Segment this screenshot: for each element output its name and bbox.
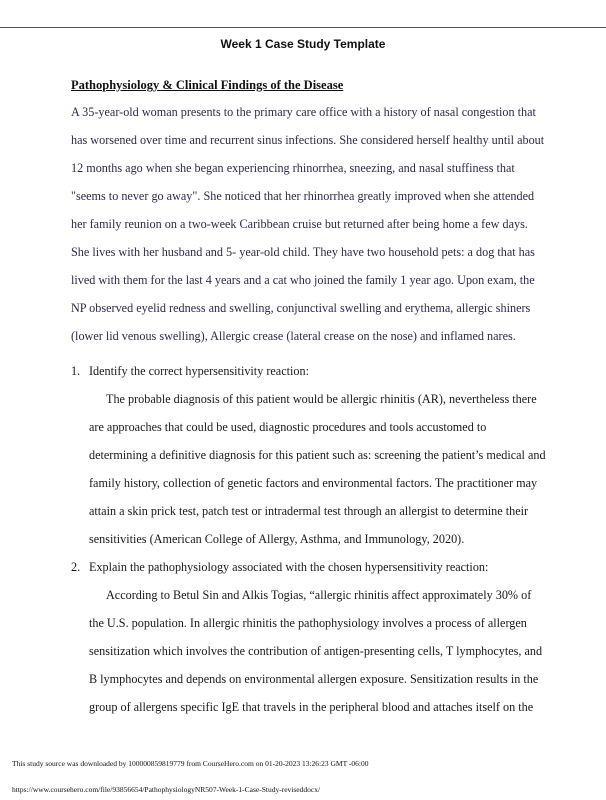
paragraph-line: has worsened over time and recurrent sinus infections. She considered herself healthy until about bbox=[71, 133, 545, 147]
paragraph-line: "seems to never go away". She noticed that her rhinorrhea greatly improved when she attended bbox=[71, 189, 535, 203]
section-heading: Pathophysiology & Clinical Findings of the Disease bbox=[71, 78, 344, 92]
answer-line: The probable diagnosis of this patient would be allergic rhinitis (AR), nevertheless there bbox=[106, 392, 537, 406]
answer-1 bbox=[89, 385, 559, 553]
answer-line: family history, collection of genetic factors and environmental factors. The practitioner may bbox=[89, 476, 538, 490]
paragraph-line: She lives with her husband and 5- year-old child. They have two household pets: a dog that has bbox=[71, 245, 535, 259]
answer-2 bbox=[89, 581, 559, 721]
question-2 bbox=[71, 553, 488, 581]
question-number: 2. bbox=[71, 560, 81, 574]
paragraph-line: her family reunion on a two-week Caribbean cruise but returned after being home a few days. bbox=[71, 217, 528, 231]
answer-line: sensitization which involves the contribution of antigen-presenting cells, T lymphocytes, and bbox=[89, 644, 543, 658]
question-1 bbox=[71, 357, 309, 385]
intro-paragraph bbox=[71, 98, 545, 350]
answer-line: group of allergens specific IgE that travels in the peripheral blood and attaches itself on the bbox=[89, 700, 534, 714]
paragraph-line: (lower lid venous swelling), Allergic crease (lateral crease on the nose) and inflamed nares. bbox=[71, 329, 516, 343]
header-divider bbox=[0, 27, 606, 28]
answer-line: sensitivities (American College of Allergy, Asthma, and Immunology, 2020). bbox=[89, 532, 465, 546]
answer-line: attain a skin prick test, patch test or intradermal test through an allergist to determine their bbox=[89, 504, 529, 518]
answer-line: the U.S. population. In allergic rhinitis the pathophysiology involves a process of allergen bbox=[89, 616, 527, 630]
paragraph-line: A 35-year-old woman presents to the primary care office with a history of nasal congestion that bbox=[71, 105, 536, 119]
answer-line: determining a definitive diagnosis for this patient such as: screening the patient’s medical and bbox=[89, 448, 546, 462]
answer-line: are approaches that could be used, diagnostic procedures and tools accustomed to bbox=[89, 420, 487, 434]
paragraph-line: lived with them for the last 4 years and a cat who joined the family 1 year ago. Upon exam, the bbox=[71, 273, 535, 287]
download-notice: This study source was downloaded by 100000859819779 from CourseHero.com on 01-20-2023 13:26:23 GMT -06:00 bbox=[12, 759, 369, 768]
question-text: Identify the correct hypersensitivity reaction: bbox=[89, 364, 309, 378]
answer-line: According to Betul Sin and Alkis Togias, “allergic rhinitis affect approximately 30% of bbox=[106, 588, 532, 602]
source-url-link[interactable]: https://www.coursehero.com/file/93856654/PathophysiologyNR507-Week-1-Case-Study-reviseddocx/ bbox=[12, 785, 321, 794]
paragraph-line: 12 months ago when she began experiencing rhinorrhea, sneezing, and nasal stuffiness that bbox=[71, 161, 515, 175]
answer-line: B lymphocytes and depends on environmental allergen exposure. Sensitization results in the bbox=[89, 672, 539, 686]
question-number: 1. bbox=[71, 364, 81, 378]
page-title: Week 1 Case Study Template bbox=[220, 37, 386, 51]
paragraph-line: NP observed eyelid redness and swelling, conjunctival swelling and erythema, allergic shiners bbox=[71, 301, 531, 315]
question-text: Explain the pathophysiology associated with the chosen hypersensitivity reaction: bbox=[89, 560, 489, 574]
